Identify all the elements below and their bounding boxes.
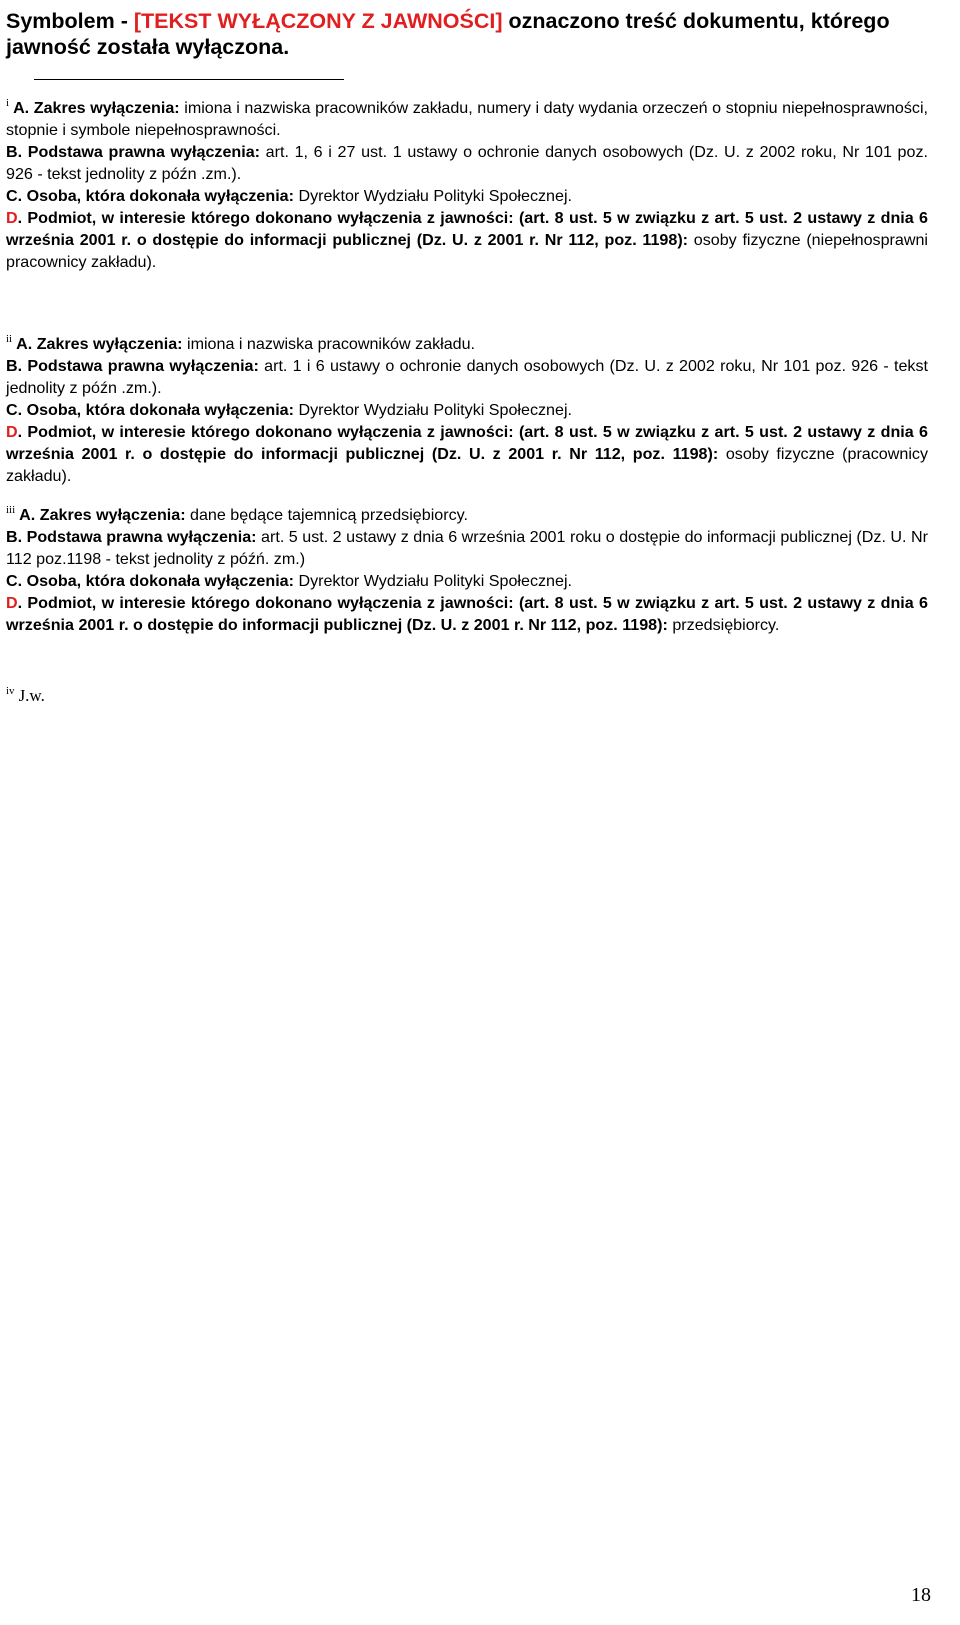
footnote-marker: iv bbox=[6, 685, 15, 697]
subject-label: . Podmiot, w interesie którego dokonano wyłączenia z jawności: (art. 8 ust. 5 w związku z art. 5 ust. 2 ustawy z dnia 6 września 2001 r. o dostępie do informacji publicznej (Dz. U. z 2001 r. Nr 112, poz. 1198): bbox=[6, 594, 928, 634]
page-number: 18 bbox=[911, 1584, 931, 1606]
footnote-marker: i bbox=[6, 97, 10, 109]
subject-label: . Podmiot, w interesie którego dokonano wyłączenia z jawności: (art. 8 ust. 5 w związku z art. 5 ust. 2 ustawy z dnia 6 września 2001 r. o dostępie do informacji publicznej (Dz. U. z 2001 r. Nr 112, poz. 1198): bbox=[6, 209, 928, 249]
legal-basis-text: art. 1 i 6 ustawy o ochronie danych osobowych (Dz. U. z 2002 roku, Nr 101 poz. 926 - tekst jednolity z późn .zm.). bbox=[6, 357, 929, 397]
footnote-iv bbox=[6, 680, 928, 707]
subject-label: . Podmiot, w interesie którego dokonano wyłączenia z jawności: (art. 8 ust. 5 w związku z art. 5 ust. 2 ustawy z dnia 6 września 2001 r. o dostępie do informacji publicznej (Dz. U. z 2001 r. Nr 112, poz. 1198): bbox=[6, 423, 928, 463]
scope-text: imiona i nazwiska pracowników zakładu. bbox=[182, 335, 476, 353]
footnote-ii bbox=[6, 328, 928, 487]
subject-text: przedsiębiorcy. bbox=[667, 616, 780, 634]
page-title bbox=[6, 8, 936, 60]
footnote-text: J.w. bbox=[18, 686, 45, 705]
subject-text: osoby fizyczne (pracownicy zakładu). bbox=[6, 445, 928, 485]
person-text: Dyrektor Wydziału Polityki Społecznej. bbox=[293, 187, 573, 205]
scope-label: A. Zakres wyłączenia: bbox=[19, 506, 186, 524]
scope-text: imiona i nazwiska pracowników zakładu, numery i daty wydania orzeczeń o stopniu niepełnosprawności, stopnie i symbole niepełnosprawności. bbox=[6, 99, 929, 139]
scope-label: A. Zakres wyłączenia: bbox=[16, 335, 183, 353]
redaction-symbol: [TEKST WYŁĄCZONY Z JAWNOŚCI] bbox=[133, 9, 503, 33]
footnote-iii bbox=[6, 499, 928, 636]
subject-text: osoby fizyczne (niepełnosprawni pracownicy zakładu). bbox=[6, 231, 928, 271]
title-text-end: oznaczono treść dokumentu, którego jawność została wyłączona. bbox=[6, 9, 890, 59]
person-text: Dyrektor Wydziału Polityki Społecznej. bbox=[293, 572, 573, 590]
scope-label: A. Zakres wyłączenia: bbox=[13, 99, 180, 117]
person-label: C. Osoba, która dokonała wyłączenia: bbox=[6, 187, 294, 205]
title-text-start: Symbolem - bbox=[6, 9, 134, 33]
legal-basis-label: B. Podstawa prawna wyłączenia: bbox=[6, 143, 261, 161]
footnote-separator bbox=[34, 79, 344, 80]
legal-basis-label: B. Podstawa prawna wyłączenia: bbox=[6, 357, 259, 375]
footnote-marker: iii bbox=[6, 504, 16, 516]
scope-text: dane będące tajemnicą przedsiębiorcy. bbox=[185, 506, 468, 524]
person-label: C. Osoba, która dokonała wyłączenia: bbox=[6, 401, 294, 419]
person-label: C. Osoba, która dokonała wyłączenia: bbox=[6, 572, 294, 590]
footnote-marker: ii bbox=[6, 333, 13, 345]
legal-basis-text: art. 1, 6 i 27 ust. 1 ustawy o ochronie danych osobowych (Dz. U. z 2002 roku, Nr 101 poz. 926 - tekst jednolity z późn .zm.). bbox=[6, 143, 928, 183]
footnote-i bbox=[6, 92, 928, 273]
subject-letter: D bbox=[6, 423, 18, 441]
legal-basis-text: art. 5 ust. 2 ustawy z dnia 6 września 2001 roku o dostępie do informacji publicznej (Dz. U. Nr 112 poz.1198 - tekst jednolity z późń. zm.) bbox=[6, 528, 928, 568]
subject-letter: D bbox=[6, 594, 18, 612]
subject-letter: D bbox=[6, 209, 18, 227]
person-text: Dyrektor Wydziału Polityki Społecznej. bbox=[293, 401, 573, 419]
legal-basis-label: B. Podstawa prawna wyłączenia: bbox=[6, 528, 257, 546]
